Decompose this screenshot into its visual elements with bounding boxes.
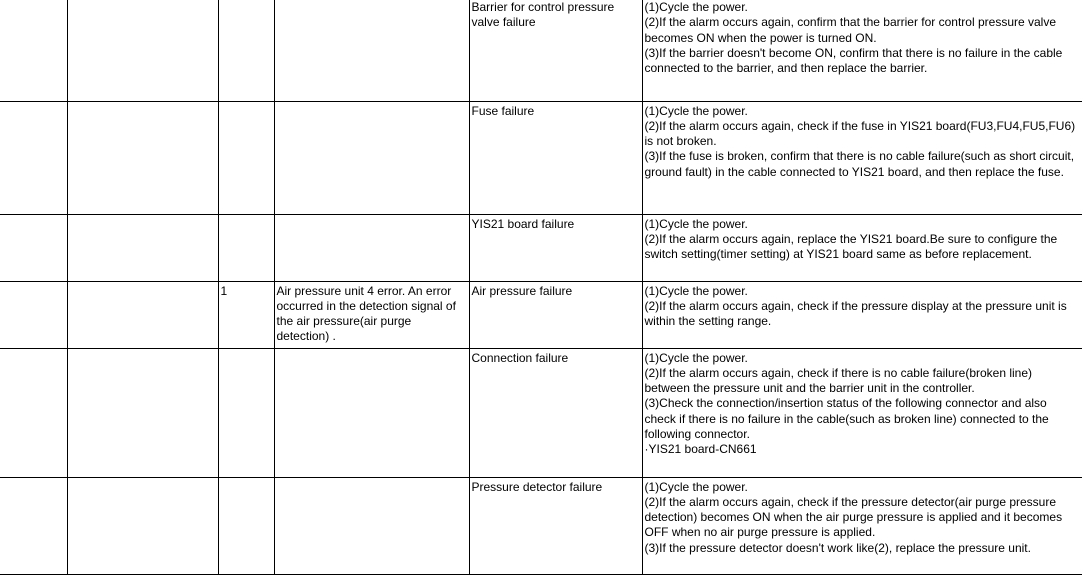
table-row	[0, 477, 1082, 574]
remedy-cell	[642, 214, 1082, 281]
remedy-cell	[642, 348, 1082, 477]
alarm-number-cell	[0, 348, 67, 477]
alarm-number-cell	[0, 214, 67, 281]
alarm-message-cell	[67, 0, 218, 101]
table-row	[0, 0, 1082, 101]
table-row	[0, 348, 1082, 477]
remedy-step: (2)If the alarm occurs again, confirm that the barrier for control pressure valve becomes ON when the power is turned ON.	[644, 15, 1057, 45]
remedy-cell	[642, 477, 1082, 574]
meaning-cell	[274, 0, 469, 101]
meaning-cell	[274, 477, 469, 574]
remedy-cell	[642, 101, 1082, 214]
meaning-cell	[274, 214, 469, 281]
remedy-step: (2)If the alarm occurs again, check if the pressure detector(air purge pressure detection) becomes ON when the air purge pressure is applied and it becomes OFF when no air purge pressure is applied.	[644, 494, 1063, 540]
remedy-step: (1)Cycle the power.	[644, 283, 748, 298]
sub-code-cell	[218, 101, 274, 214]
meaning-cell: Air pressure unit 4 error. An error occurred in the detection signal of the air pressure(air purge detection) .	[274, 281, 469, 348]
meaning-cell	[274, 101, 469, 214]
alarm-message-cell	[67, 281, 218, 348]
remedy-step: (1)Cycle the power.	[644, 479, 748, 494]
cause-cell: Barrier for control pressure valve failure	[469, 0, 642, 101]
cause-cell: YIS21 board failure	[469, 214, 642, 281]
remedy-step: (2)If the alarm occurs again, check if the pressure display at the pressure unit is within the setting range.	[644, 298, 1067, 329]
sub-code-cell: 1	[218, 281, 274, 348]
remedy-step: (1)Cycle the power.	[644, 103, 748, 118]
sub-code-cell	[218, 0, 274, 101]
remedy-cell	[642, 281, 1082, 348]
remedy-step: (2)If the alarm occurs again, replace the YIS21 board.Be sure to configure the switch setting(timer setting) at YIS21 board same as before replacement.	[644, 231, 1058, 262]
alarm-message-cell	[67, 101, 218, 214]
alarm-number-cell	[0, 101, 67, 214]
alarm-number-cell	[0, 281, 67, 348]
remedy-step: (1)Cycle the power.	[644, 216, 748, 231]
remedy-step: (3)Check the connection/insertion status of the following connector and also check if there is no failure in the cable(such as broken line) connected to the following connector.	[644, 396, 1049, 441]
table-row	[0, 281, 1082, 348]
cause-cell: Air pressure failure	[469, 281, 642, 348]
cause-cell: Fuse failure	[469, 101, 642, 214]
alarm-number-cell	[0, 0, 67, 101]
table-row	[0, 101, 1082, 214]
alarm-message-cell	[67, 477, 218, 574]
remedy-step: (1)Cycle the power.	[644, 350, 748, 365]
remedy-step: (1)Cycle the power.	[644, 0, 748, 14]
sub-code-cell	[218, 214, 274, 281]
remedy-cell	[642, 0, 1082, 101]
sub-code-cell	[218, 348, 274, 477]
remedy-step: (3)If the pressure detector doesn't work like(2), replace the pressure unit.	[644, 540, 1031, 555]
remedy-step: (3)If the fuse is broken, confirm that there is no cable failure(such as short circuit, ground fault) in the cable connected to YIS21 board, and then replace the fuse.	[644, 149, 1075, 179]
alarm-message-cell	[67, 348, 218, 477]
alarm-message-cell	[67, 214, 218, 281]
remedy-step: (3)If the barrier doesn't become ON, confirm that there is no failure in the cable connected to the barrier, and then replace the barrier.	[644, 45, 1063, 76]
meaning-cell	[274, 348, 469, 477]
table-row	[0, 214, 1082, 281]
cause-cell: Pressure detector failure	[469, 477, 642, 574]
remedy-step: (2)If the alarm occurs again, check if there is no cable failure(broken line) between the pressure unit and the barrier unit in the controller.	[644, 365, 1033, 396]
remedy-step: (2)If the alarm occurs again, check if the fuse in YIS21 board(FU3,FU4,FU5,FU6) is not broken.	[644, 118, 1076, 149]
remedy-step: ·YIS21 board-CN661	[644, 442, 757, 457]
alarm-number-cell	[0, 477, 67, 574]
cause-cell: Connection failure	[469, 348, 642, 477]
sub-code-cell	[218, 477, 274, 574]
